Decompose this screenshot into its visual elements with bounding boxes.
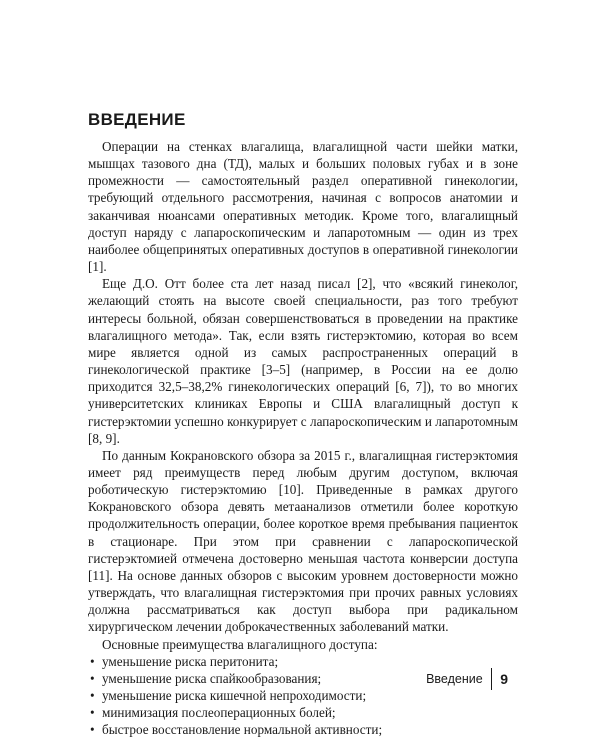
- list-item: [88, 721, 518, 738]
- bullet-icon: •: [90, 670, 95, 686]
- paragraph: Еще Д.О. Отт более ста лет назад писал [2], что «всякий гинеколог, желающий стоять на высоте своей специальности, раз того требуют интересы больной, обязан совершенствоваться в проведении на практике влагалищного метода». Так, если взять гистерэктомию, которая во всем мире является одной из самых распространенных операций в гинекологической практике [3–5] (например, в России на ее долю приходится 32,5–38,2% гинекологических операций [6, 7]), то во многих университетских клиниках Европы и США влагалищный доступ к гистерэктомии успешно конкурирует с лапароскопическим и лапаротомным [8, 9].: [88, 276, 518, 446]
- footer-divider: [491, 668, 493, 690]
- page-number: 9: [500, 671, 508, 687]
- list-item: [88, 704, 518, 721]
- bullet-icon: •: [90, 688, 95, 703]
- list-intro: Основные преимущества влагалищного доступа:: [102, 636, 378, 652]
- section-heading: ВВЕДЕНИЕ: [88, 110, 186, 129]
- paragraph: По данным Кокрановского обзора за 2015 г., влагалищная гистерэктомия имеет ряд преимуществ перед любым другим доступом, включая роботическую гистерэктомию [10]. Приведенные в рамках другого Кокрановского обзора девять метаанализов отметили более короткую продолжительность операции, более короткое время пребывания пациенток в стационаре. При этом при сравнении с лапароскопической гистерэктомией отмечена достоверно меньшая частота конверсии доступа [11]. На основе данных обзоров с высоким уровнем достоверности можно утверждать, что влагалищная гистерэктомия при прочих равных условиях должна рассматриваться как доступ выбора при радикальном хирургическом лечении доброкачественных заболеваний матки.: [88, 447, 518, 635]
- page-footer: [426, 668, 508, 690]
- body-text: [88, 138, 518, 738]
- list-item-text: быстрое восстановление нормальной активности;: [102, 722, 383, 738]
- bullet-icon: •: [90, 722, 95, 738]
- list-item-text: уменьшение риска спайкообразования;: [102, 670, 322, 686]
- bullet-icon: •: [90, 653, 95, 669]
- list-item-text: минимизация послеоперационных болей;: [102, 705, 336, 721]
- advantages-list: [88, 653, 518, 739]
- list-item-text: уменьшение риска перитонита;: [102, 653, 279, 669]
- footer-section-title: Введение: [426, 672, 483, 686]
- list-item-text: уменьшение риска кишечной непроходимости;: [102, 688, 367, 703]
- bullet-icon: •: [90, 705, 95, 721]
- paragraph: Операции на стенках влагалища, влагалищной части шейки матки, мышцах тазового дна (ТД), малых и больших половых губах и в зоне промежности — самостоятельный раздел оперативной гинекологии, требующий отдельного рассмотрения, начиная с вопросов анатомии и заканчивая нюансами оперативных методик. Кроме того, влагалищный доступ наряду с лапароскопическим и лапаротомным — один из трех наиболее общепринятых оперативных доступов в оперативной гинекологии [1].: [88, 139, 518, 275]
